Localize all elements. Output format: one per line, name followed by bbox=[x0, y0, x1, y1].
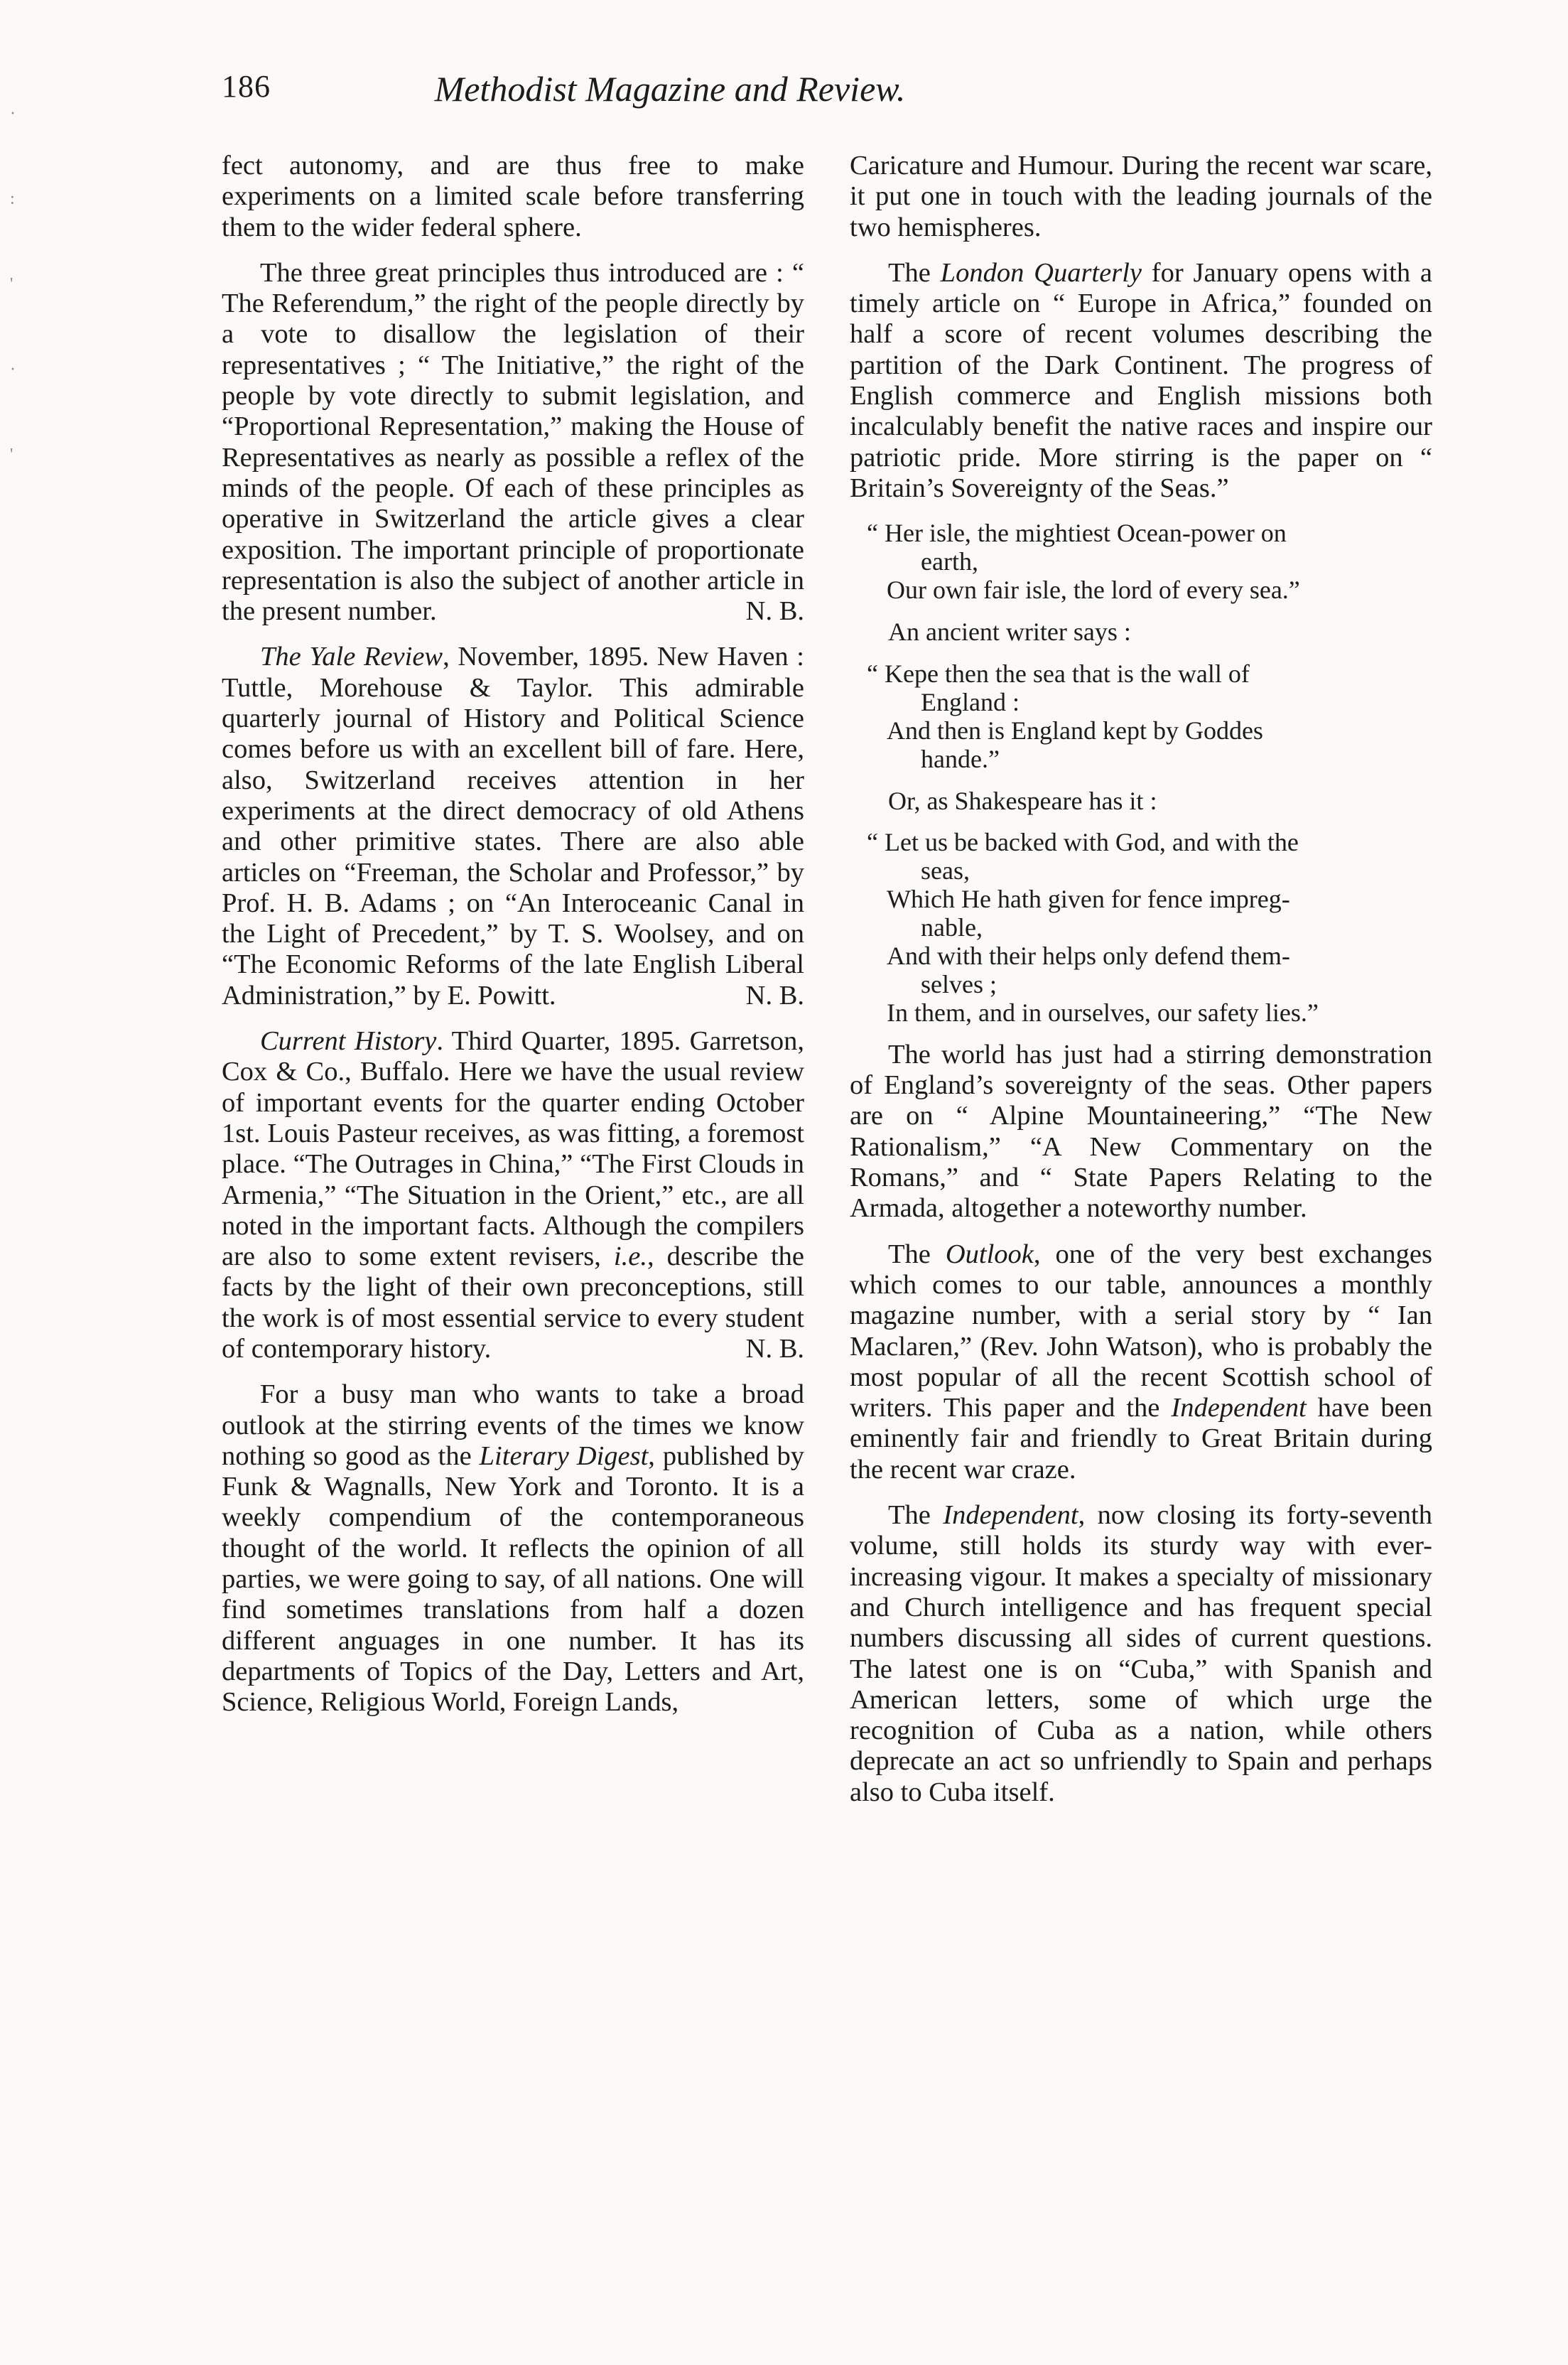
publication-title: London Quarterly bbox=[940, 257, 1142, 288]
verse-line: nable, bbox=[921, 912, 983, 942]
left-column bbox=[222, 151, 804, 1733]
paragraph-text: The world has just had a stirring demonstration of England’s sovereignty of the seas. Other papers are on “ Alpine Mountaineering,” “The New Rationalism,” “A New Commentary on the Romans,” and “ State Papers Relating to the Armada, altogether a noteworthy number. bbox=[850, 1039, 1432, 1224]
paragraph-text: , now closing its forty-seventh volume, still holds its sturdy way with ever-increasing vigour. It makes a specialty of missionary and Church intelligence and has frequent special numbers discussing all sides of current questions. The latest one is on “Cuba,” with Spanish and American letters, some of which urge the recognition of Cuba as a nation, while others deprecate an act so unfriendly to Spain and perhaps also to Cuba itself. bbox=[850, 1500, 1432, 1807]
publication-title: The Yale Review bbox=[260, 642, 443, 672]
signature: N. B. bbox=[745, 596, 804, 627]
verse-line: selves ; bbox=[921, 969, 997, 998]
paragraph-text: , describe the facts by the light of their own preconceptions, still the work is of most essential service to every student of contemporary history. bbox=[222, 1241, 804, 1364]
right-column bbox=[850, 151, 1432, 1823]
page-edge-marks: · : ' · ' bbox=[10, 104, 16, 464]
verse-line: Which He hath given for fence impreg- bbox=[887, 884, 1290, 913]
paragraph bbox=[222, 258, 804, 627]
paragraph-text: For a busy man who wants to take a broad outlook at the stirring events of the times we know nothing so good as the bbox=[222, 1379, 804, 1471]
verse-quote bbox=[850, 659, 1432, 773]
paragraph bbox=[850, 1040, 1432, 1224]
verse-line: “ Let us be backed with God, and with the bbox=[867, 827, 1299, 856]
verse-line: earth, bbox=[921, 547, 978, 576]
paragraph bbox=[222, 151, 804, 243]
review-paragraph bbox=[222, 1379, 804, 1718]
verse-line: “ Kepe then the sea that is the wall of bbox=[867, 659, 1250, 688]
paragraph-text: . Third Quarter, 1895. Garretson, Cox & Co., Buffalo. Here we have the usual review of important events for the quarter ending October 1st. Louis Pasteur receives, as was fitting, a foremost place. “The Outrages in China,” “The First Clouds in Armenia,” “The Situation in the Orient,” etc., are all noted in the important facts. Although the compilers are also to some extent revisers, bbox=[222, 1026, 804, 1272]
paragraph-text: Caricature and Humour. During the recent war scare, it put one in touch with the leading journals of the two hemispheres. bbox=[850, 151, 1432, 242]
paragraph-text: The bbox=[888, 1500, 943, 1531]
verse-line: And then is England kept by Goddes bbox=[887, 716, 1263, 745]
verse-quote bbox=[850, 519, 1432, 604]
paragraph-text: , one of the very best exchanges which comes to our table, announces a monthly magazine number, with a serial story by “ Ian Maclaren,” (Rev. John Watson), who is probably the most popular of all the recent Scottish school of writers. This paper and the bbox=[850, 1239, 1432, 1423]
review-paragraph bbox=[850, 1239, 1432, 1485]
paragraph-text: The three great principles thus introduced are : “ The Referendum,” the right of the people directly by a vote to disallow the legislation of their representatives ; “ The Initiative,” the right of the people by vote directly to submit legislation, and “Proportional Representation,” making the House of Representatives as nearly as possible a reflex of the minds of the people. Of each of these principles as operative in Switzerland the article gives a clear exposition. The important principle of proportionate representation is also the subject of another article in the present number. bbox=[222, 257, 804, 627]
verse-line: And with their helps only defend them- bbox=[887, 941, 1290, 970]
review-paragraph bbox=[850, 1500, 1432, 1808]
paragraph-text: fect autonomy, and are thus free to make experiments on a limited scale before transferring them to the wider federal sphere. bbox=[222, 151, 804, 242]
page-number: 186 bbox=[222, 69, 271, 104]
paragraph-text: The bbox=[888, 257, 941, 288]
publication-title: Literary Digest bbox=[479, 1440, 649, 1471]
verse-line: hande.” bbox=[921, 744, 1000, 773]
publication-title: Outlook bbox=[945, 1239, 1034, 1269]
intro-line: Or, as Shakespeare has it : bbox=[888, 786, 1157, 815]
verse-line: In them, and in ourselves, our safety lies.” bbox=[887, 998, 1319, 1027]
page-header bbox=[222, 68, 1118, 125]
paragraph-text: , published by Funk & Wagnalls, New York and Toronto. It is a weekly compendium of the contemporaneous thought of the world. It reflects the opinion of all parties, we were going to say, of all nations. One will find sometimes translations from half a dozen different anguages in one number. It has its departments of Topics of the Day, Letters and Art, Science, Religious World, Foreign Lands, bbox=[222, 1440, 804, 1718]
intro-line: An ancient writer says : bbox=[888, 618, 1131, 647]
verse-quote bbox=[850, 828, 1432, 1027]
verse-line: Our own fair isle, the lord of every sea.” bbox=[887, 576, 1300, 605]
abbreviation: i.e. bbox=[613, 1241, 647, 1272]
signature: N. B. bbox=[745, 1333, 804, 1364]
review-paragraph bbox=[222, 1026, 804, 1364]
publication-title: Current History bbox=[260, 1026, 437, 1057]
paragraph-text: have been eminently fair and friendly to Great Britain during the recent war craze. bbox=[850, 1393, 1433, 1485]
paragraph bbox=[850, 151, 1432, 243]
publication-title: Independent bbox=[1171, 1393, 1307, 1423]
review-paragraph bbox=[222, 642, 804, 1011]
verse-line: seas, bbox=[921, 856, 970, 885]
paragraph-text: , November, 1895. New Haven : Tuttle, Morehouse & Taylor. This admirable quarterly journal of History and Political Science comes before us with an excellent bill of fare. Here, also, Switzerland receives attention in her experiments at the direct democracy of old Athens and other primitive states. There are also able articles on “Freeman, the Scholar and Professor,” by Prof. H. B. Adams ; on “An Interoceanic Canal in the Light of Precedent,” by T. S. Woolsey, and on “The Economic Reforms of the late English Liberal Administration,” by E. Powitt. bbox=[222, 642, 805, 1011]
verse-line: England : bbox=[921, 687, 1020, 716]
running-title: Methodist Magazine and Review. bbox=[434, 69, 906, 109]
review-paragraph bbox=[850, 258, 1432, 504]
publication-title: Independent bbox=[943, 1500, 1078, 1531]
signature: N. B. bbox=[745, 980, 804, 1011]
verse-line: “ Her isle, the mightiest Ocean-power on bbox=[867, 519, 1287, 548]
paragraph-text: The bbox=[888, 1239, 946, 1269]
paragraph-text: for January opens with a timely article on “ Europe in Africa,” founded on half a score of recent volumes describing the partition of the Dark Continent. The progress of English commerce and English missions both incalculably benefit the native races and inspire our patriotic pride. More stirring is the paper on “ Britain’s Sovereignty of the Seas.” bbox=[850, 257, 1433, 503]
